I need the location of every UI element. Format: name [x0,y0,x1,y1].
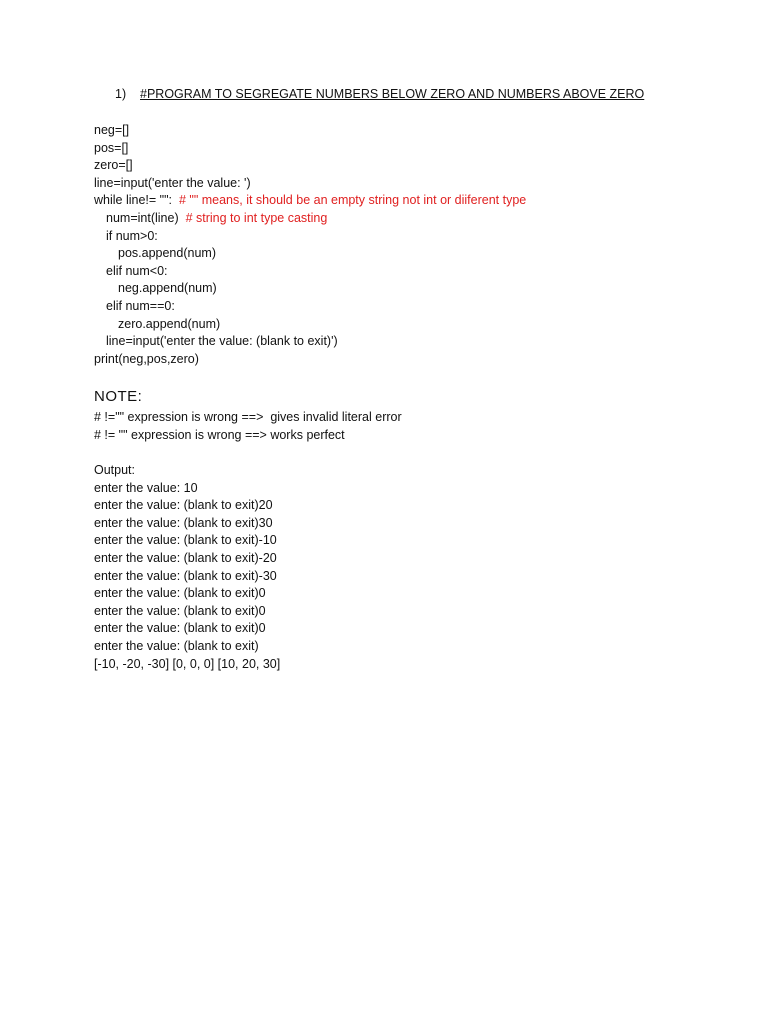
heading-text: #PROGRAM TO SEGREGATE NUMBERS BELOW ZERO AND NUMBERS ABOVE ZERO [140,87,645,101]
code-text: print(neg,pos,zero) [94,351,199,366]
note-line: # !="" expression is wrong ==> gives invalid literal error [94,410,402,424]
output-line: enter the value: (blank to exit)0 [94,621,266,636]
code-line [94,175,526,193]
code-text: pos.append(num) [118,246,216,261]
code-line [94,333,526,351]
output-line: enter the value: (blank to exit)0 [94,586,266,601]
output-line: enter the value: (blank to exit)0 [94,603,266,618]
code-line [94,245,526,263]
code-text: line=input('enter the value: ') [94,175,251,190]
code-text: if num>0: [106,228,158,243]
output-line: enter the value: (blank to exit)-20 [94,550,277,565]
code-line [94,351,526,369]
code-line [94,192,526,210]
heading [115,87,644,101]
code-line [94,140,526,158]
output-line: enter the value: (blank to exit)-10 [94,533,277,548]
note-title: NOTE: [94,388,143,405]
note-line: # != "" expression is wrong ==> works perfect [94,427,345,442]
code-text: pos=[] [94,140,129,155]
code-text: elif num<0: [106,263,168,278]
code-text: line=input('enter the value: (blank to exit)') [106,334,338,349]
code-text: zero=[] [94,158,133,173]
output-line: enter the value: (blank to exit)20 [94,498,273,513]
code-comment: # string to int type casting [185,210,328,225]
code-text: neg.append(num) [118,281,217,296]
output-line: enter the value: (blank to exit)30 [94,515,273,530]
note-block [94,409,402,444]
code-line [94,316,526,334]
output-line: enter the value: (blank to exit)-30 [94,568,277,583]
output-label: Output: [94,463,135,477]
code-line [94,157,526,175]
output-line: enter the value: 10 [94,480,198,495]
output-block [94,462,280,673]
code-block [94,122,526,368]
output-line: enter the value: (blank to exit) [94,638,259,653]
code-text: zero.append(num) [118,316,221,331]
code-comment: # "" means, it should be an empty string not int or diiferent type [178,193,527,208]
code-line [94,122,526,140]
code-line [94,280,526,298]
code-text: while line!= "": [94,193,179,208]
code-line [94,263,526,281]
code-text: neg=[] [94,123,130,137]
code-text: elif num==0: [106,298,175,313]
code-line [94,228,526,246]
output-result: [-10, -20, -30] [0, 0, 0] [10, 20, 30] [94,656,281,671]
code-line [94,298,526,316]
code-text: num=int(line) [106,210,186,225]
heading-number: 1) [115,87,127,101]
code-line [94,210,526,228]
